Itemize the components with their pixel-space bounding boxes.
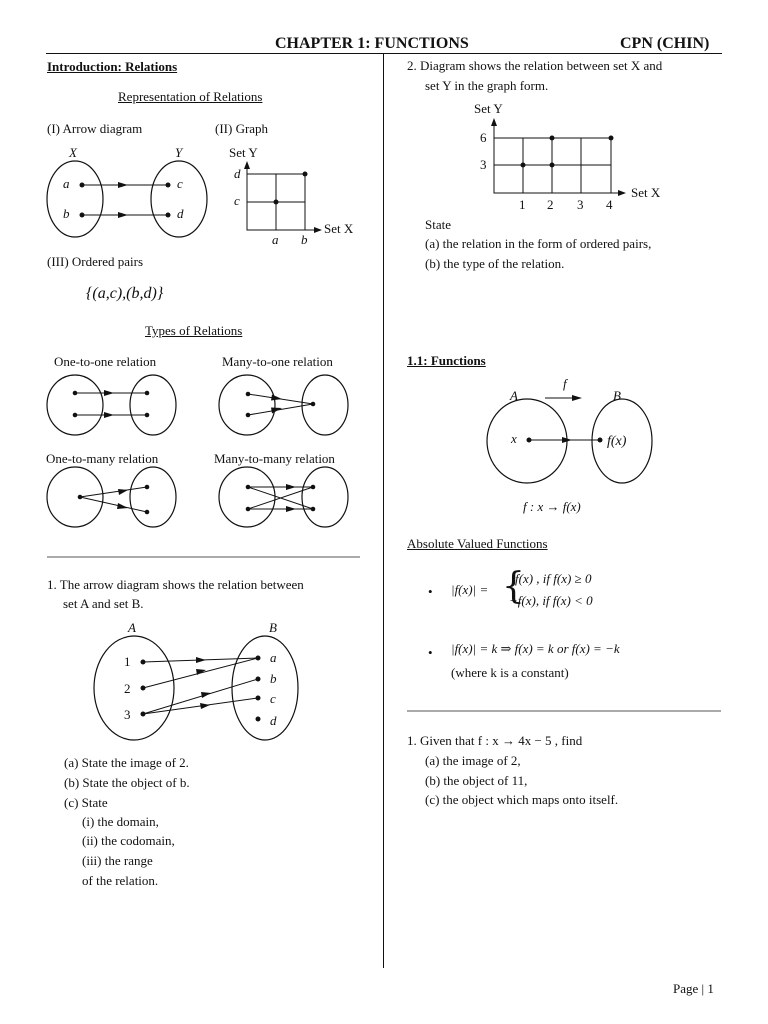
svg-text:Set X: Set X [631,185,661,200]
graph-label: (II) Graph [215,121,269,136]
svg-text:B: B [269,620,277,635]
bullet-2: • [428,645,433,660]
section-rule-left [47,556,360,558]
q2-text-line2: set Y in the graph form. [425,78,549,93]
svg-text:x: x [511,431,517,446]
ordered-pairs-set: {(a,c),(b,d)} [86,285,164,302]
header-rule [46,53,722,54]
svg-text:b: b [270,671,277,686]
arrow-diagram-label: (I) Arrow diagram [47,121,143,136]
q1-right-part-c: (c) the object which maps onto itself. [425,792,619,807]
svg-text:Set Y: Set Y [474,101,503,116]
set-x-label: X [69,145,77,160]
q2-text-line1: 2. Diagram shows the relation between set X and [407,58,663,73]
svg-text:Set X: Set X [324,221,354,236]
column-divider [383,53,384,968]
elem-b: b [63,206,70,221]
svg-text:1: 1 [519,197,526,212]
type-many-to-one: Many-to-one relation [222,354,333,369]
q1-text-line1: 1. The arrow diagram shows the relation between [47,577,304,592]
type-many-to-many: Many-to-many relation [214,451,335,466]
svg-text:B: B [613,388,621,403]
q1-part-c-i: (i) the domain, [82,814,159,829]
svg-text:c: c [270,691,276,706]
page-number: Page | 1 [673,981,714,996]
svg-text:3: 3 [480,157,487,172]
svg-text:A: A [128,620,136,635]
set-y-label: Y [175,145,183,160]
q1-part-b: (b) State the object of b. [64,775,190,790]
author-label: CPN (CHIN) [620,35,710,52]
svg-text:b: b [301,232,308,247]
abs-case-1: f(x) , if f(x) ≥ 0 [515,571,592,586]
ordered-pairs-label: (III) Ordered pairs [47,254,144,269]
svg-text:3: 3 [577,197,584,212]
q2-part-a: (a) the relation in the form of ordered pairs, [425,236,652,251]
q1-right-part-b: (b) the object of 11, [425,773,528,788]
svg-text:d: d [270,713,277,728]
absolute-valued-heading: Absolute Valued Functions [407,536,548,551]
abs-lhs: |f(x)| = [451,582,489,597]
set-x-ellipse [47,161,103,237]
cases-brace: { [502,566,525,607]
representation-heading: Representation of Relations [118,89,263,104]
type-one-to-many: One-to-many relation [46,451,159,466]
svg-text:2: 2 [547,197,554,212]
function-mapping: f : x → f(x) [523,499,581,514]
abs-case-2: −f(x), if f(x) < 0 [509,593,593,608]
svg-text:2: 2 [124,681,131,696]
svg-text:3: 3 [124,707,131,722]
q1-right-part-a: (a) the image of 2, [425,753,521,768]
svg-text:d: d [234,166,241,181]
q1-part-c-tail: of the relation. [82,873,159,888]
functions-heading: 1.1: Functions [407,353,486,368]
elem-c: c [177,176,183,191]
bullet-1: • [428,584,433,599]
type-one-to-one: One-to-one relation [54,354,157,369]
intro-heading: Introduction: Relations [47,59,178,74]
elem-d: d [177,206,184,221]
elem-a: a [63,176,70,191]
q1-text-line2: set A and set B. [63,596,144,611]
svg-text:1: 1 [124,654,131,669]
q2-part-b: (b) the type of the relation. [425,256,565,271]
abs-note: (where k is a constant) [451,665,569,680]
q1-part-c-iii: (iii) the range [82,853,153,868]
svg-text:4: 4 [606,197,613,212]
svg-text:6: 6 [480,130,487,145]
svg-text:A: A [510,388,518,403]
q1-part-c: (c) State [64,795,108,810]
svg-text:f(x): f(x) [607,434,627,449]
types-heading: Types of Relations [145,323,243,338]
chapter-title: CHAPTER 1: FUNCTIONS [275,35,469,52]
set-y-ellipse [151,161,207,237]
section-rule-right [407,710,721,712]
svg-text:f: f [563,376,567,391]
abs-rule: |f(x)| = k ⇒ f(x) = k or f(x) = −k [451,641,620,656]
svg-text:c: c [234,193,240,208]
q1-part-c-ii: (ii) the codomain, [82,833,175,848]
q2-state: State [425,217,451,232]
svg-text:a: a [272,232,279,247]
q1-right-text: 1. Given that f : x → 4x − 5 , find [407,733,583,748]
graph-y-axis-label: Set Y [229,145,258,160]
q1-part-a: (a) State the image of 2. [64,755,189,770]
svg-text:a: a [270,650,277,665]
